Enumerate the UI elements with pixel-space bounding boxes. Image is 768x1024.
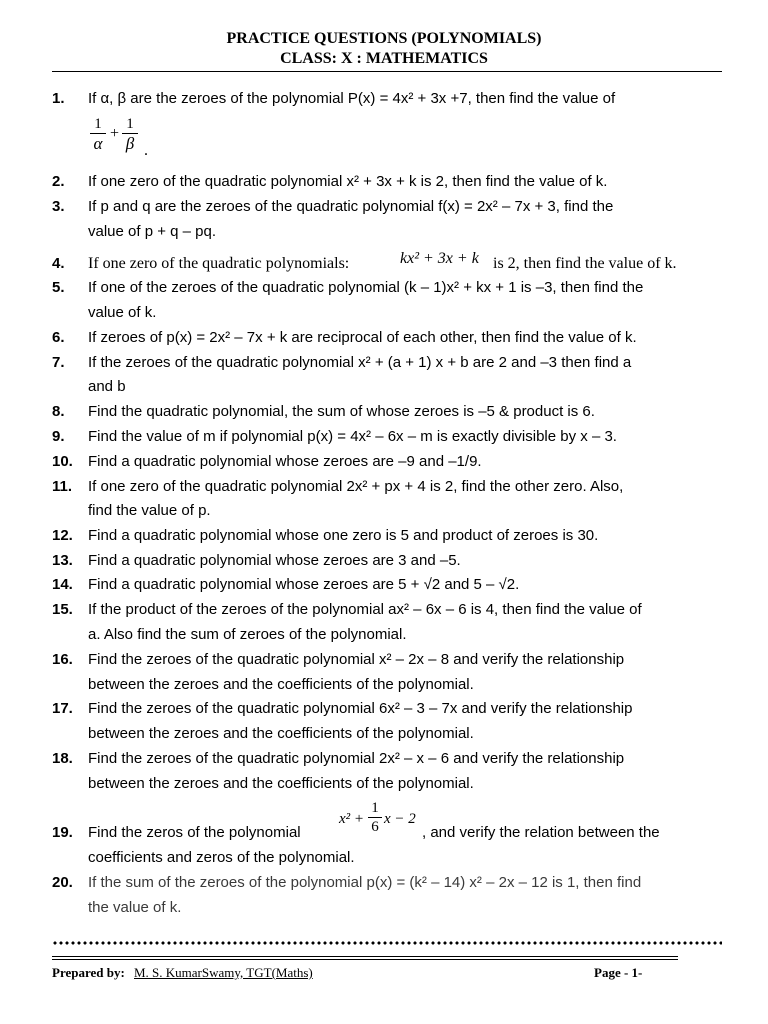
question-text: Find the zeroes of the quadratic polynomial 2x² – x – 6 and verify the relationship bbox=[88, 750, 625, 767]
footer-rule bbox=[52, 956, 678, 957]
fraction-numerator: 1 bbox=[94, 116, 102, 132]
question-text-continued: between the zeroes and the coefficients of the polynomial. bbox=[88, 725, 474, 742]
question-number: 16. bbox=[52, 651, 73, 668]
question-number: 3. bbox=[52, 198, 65, 215]
question-number: 19. bbox=[52, 824, 73, 841]
question-text-continued: value of k. bbox=[88, 304, 157, 321]
polynomial-expression-part: x² + bbox=[339, 811, 365, 827]
question-number: 15. bbox=[52, 601, 73, 618]
question-text: Find a quadratic polynomial whose zeroes are –9 and –1/9. bbox=[88, 453, 482, 470]
question-text: If one zero of the quadratic polynomial x² + 3x + k is 2, then find the value of k. bbox=[88, 173, 608, 190]
question-number: 6. bbox=[52, 329, 65, 346]
question-text: If α, β are the zeroes of the polynomial P(x) = 4x² + 3x +7, then find the value of bbox=[88, 90, 616, 107]
question-text: Find the quadratic polynomial, the sum of whose zeroes is –5 & product is 6. bbox=[88, 403, 595, 420]
question-text: Find the zeros of the polynomial bbox=[88, 824, 301, 841]
question-text-continued: the value of k. bbox=[88, 899, 182, 916]
question-number: 14. bbox=[52, 576, 73, 593]
author-name: M. S. KumarSwamy, TGT(Maths) bbox=[134, 965, 313, 980]
question-text: Find the zeroes of the quadratic polynomial 6x² – 3 – 7x and verify the relationship bbox=[88, 700, 633, 717]
polynomial-expression-part: x − 2 bbox=[384, 811, 416, 827]
question-text: If the sum of the zeroes of the polynomial p(x) = (k² – 14) x² – 2x – 12 is 1, then find bbox=[88, 874, 642, 891]
question-text-continued: , and verify the relation between the bbox=[422, 824, 660, 841]
footer-rule bbox=[52, 959, 678, 960]
question-number: 18. bbox=[52, 750, 73, 767]
question-number: 7. bbox=[52, 354, 65, 371]
question-text: Find a quadratic polynomial whose one zero is 5 and product of zeroes is 30. bbox=[88, 527, 599, 544]
fraction-numerator: 1 bbox=[371, 800, 379, 816]
question-text-continued: and b bbox=[88, 378, 126, 395]
period: . bbox=[144, 142, 148, 159]
prepared-by-label: Prepared by: bbox=[52, 965, 125, 980]
question-text-continued: coefficients and zeros of the polynomial. bbox=[88, 849, 355, 866]
question-text-continued: find the value of p. bbox=[88, 502, 211, 519]
question-number: 17. bbox=[52, 700, 73, 717]
question-number: 8. bbox=[52, 403, 65, 420]
question-text-continued: between the zeroes and the coefficients of the polynomial. bbox=[88, 676, 474, 693]
question-number: 13. bbox=[52, 552, 73, 569]
question-number: 4. bbox=[52, 255, 65, 272]
question-text: Find a quadratic polynomial whose zeroes are 5 + √2 and 5 – √2. bbox=[88, 576, 520, 593]
question-text: If the zeroes of the quadratic polynomial x² + (a + 1) x + b are 2 and –3 then find a bbox=[88, 354, 632, 371]
fraction-denominator: β bbox=[122, 133, 138, 153]
fraction-one-over-beta bbox=[122, 116, 138, 153]
question-text: Find the zeroes of the quadratic polynomial x² – 2x – 8 and verify the relationship bbox=[88, 651, 625, 668]
question-number: 2. bbox=[52, 173, 65, 190]
question-text-continued: a. Also find the sum of zeroes of the polynomial. bbox=[88, 626, 407, 643]
question-text: If zeroes of p(x) = 2x² – 7x + k are reciprocal of each other, then find the value of k. bbox=[88, 329, 637, 346]
fraction-numerator: 1 bbox=[126, 116, 134, 132]
question-number: 1. bbox=[52, 90, 65, 107]
page-number: Page - 1- bbox=[594, 965, 643, 980]
fraction-denominator: 6 bbox=[368, 817, 382, 836]
question-number: 9. bbox=[52, 428, 65, 445]
fraction-one-sixth bbox=[368, 800, 382, 836]
question-text-continued: between the zeroes and the coefficients of the polynomial. bbox=[88, 775, 474, 792]
question-text: Find a quadratic polynomial whose zeroes are 3 and –5. bbox=[88, 552, 461, 569]
question-number: 11. bbox=[52, 478, 73, 495]
question-text: If p and q are the zeroes of the quadratic polynomial f(x) = 2x² – 7x + 3, find the bbox=[88, 198, 614, 215]
dotted-separator bbox=[52, 941, 722, 945]
question-number: 12. bbox=[52, 527, 73, 544]
question-number: 10. bbox=[52, 453, 73, 470]
question-text: If one zero of the quadratic polynomial 2x² + px + 4 is 2, find the other zero. Also, bbox=[88, 478, 624, 495]
fraction-one-over-alpha bbox=[90, 116, 106, 153]
question-text: Find the value of m if polynomial p(x) = 4x² – 6x – m is exactly divisible by x – 3. bbox=[88, 428, 617, 445]
question-text-continued: value of p + q – pq. bbox=[88, 223, 217, 240]
polynomial-expression: kx² + 3x + k bbox=[400, 250, 479, 267]
question-text: If one zero of the quadratic polynomials: bbox=[88, 255, 350, 272]
header-rule bbox=[52, 71, 722, 72]
question-text: If one of the zeroes of the quadratic polynomial (k – 1)x² + kx + 1 is –3, then find the bbox=[88, 279, 644, 296]
question-number: 20. bbox=[52, 874, 73, 891]
document-title: PRACTICE QUESTIONS (POLYNOMIALS) bbox=[226, 30, 542, 47]
question-number: 5. bbox=[52, 279, 65, 296]
fraction-denominator: α bbox=[90, 133, 106, 153]
document-subtitle: CLASS: X : MATHEMATICS bbox=[280, 50, 488, 67]
question-text: If the product of the zeroes of the polynomial ax² – 6x – 6 is 4, then find the value of bbox=[88, 601, 642, 618]
question-text-continued: is 2, then find the value of k. bbox=[493, 255, 677, 272]
plus-sign: + bbox=[110, 125, 120, 142]
